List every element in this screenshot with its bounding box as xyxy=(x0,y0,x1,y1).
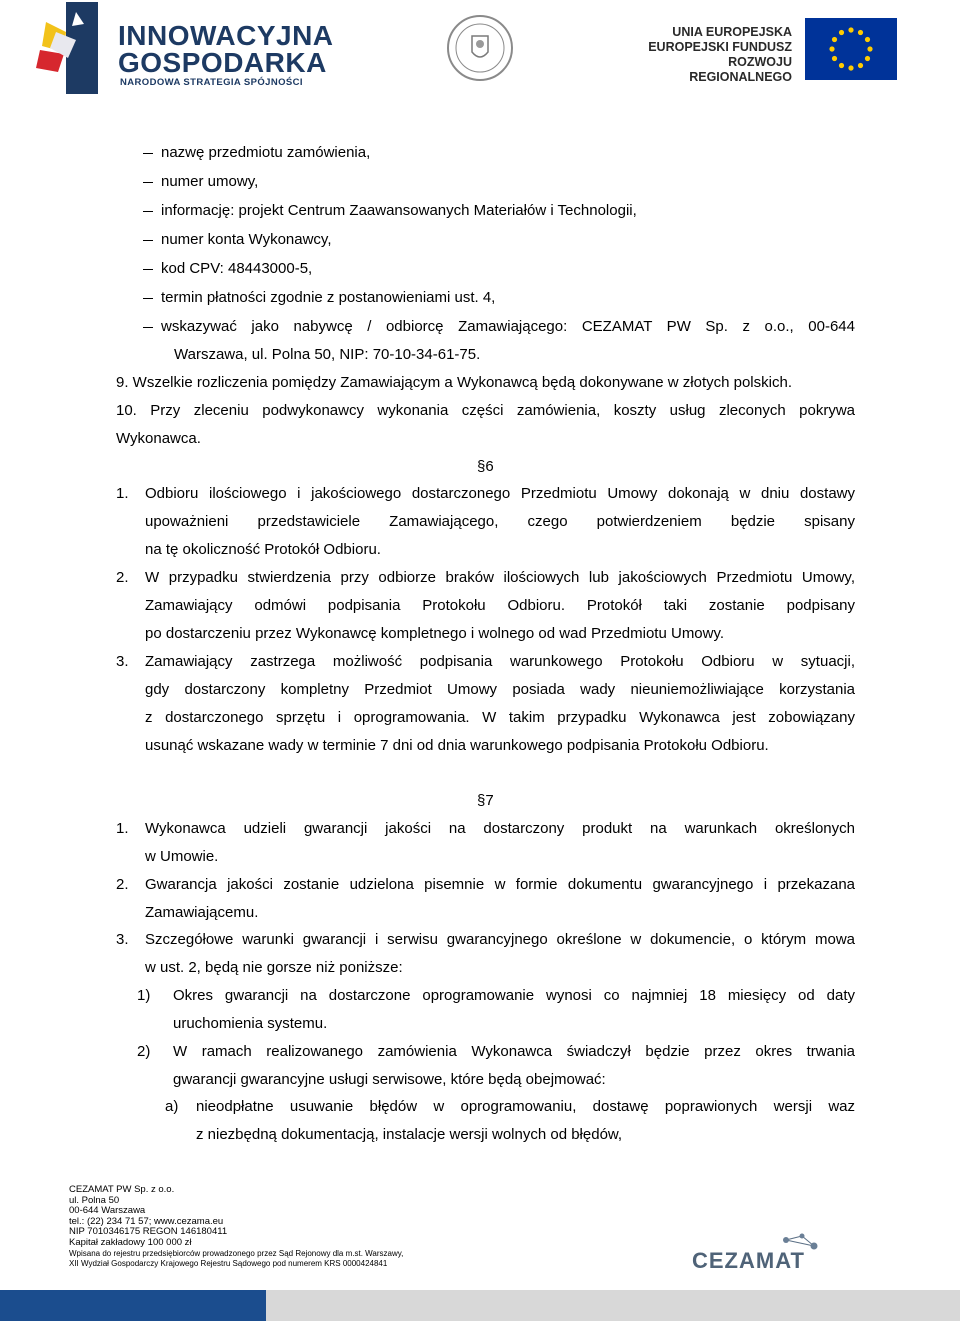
section-sign: § xyxy=(477,792,486,809)
cezamat-logo-icon xyxy=(690,1232,830,1272)
footer-bar-grey xyxy=(266,1290,960,1321)
list-number: 1. xyxy=(116,820,129,837)
ig-subtitle: NARODOWA STRATEGIA SPÓJNOŚCI xyxy=(120,77,303,88)
bullet-dash-icon xyxy=(143,182,153,183)
footer-line: CEZAMAT PW Sp. z o.o. xyxy=(69,1184,175,1195)
footer-line: Kapitał zakładowy 100 000 zł xyxy=(69,1236,192,1248)
subsublist-letter: a) xyxy=(165,1098,179,1115)
footer-line: 00-644 Warszawa xyxy=(69,1205,146,1217)
list-item-line: w Umowie. xyxy=(145,848,219,865)
footer-line: tel.: (22) 234 71 57; www.cezama.eu xyxy=(69,1215,224,1227)
bullet-item: nazwę przedmiotu zamówienia, xyxy=(161,144,371,161)
list-item-line: Zamawiający zastrzega możliwość podpisania warunkowego Protokołu Odbioru w sytuacji, xyxy=(145,653,855,670)
list-item-line: w ust. 2, będą nie gorsze niż poniższe: xyxy=(145,959,403,976)
bullet-item: numer umowy, xyxy=(161,173,259,190)
cezamat-logo-text: CEZAMAT xyxy=(692,1248,805,1272)
ig-title-line1: INNOWACYJNA xyxy=(118,20,334,51)
bullet-dash-icon xyxy=(143,211,153,212)
bullet-dash-icon xyxy=(143,327,153,328)
footer-line: Wpisana do rejestru przedsiębiorców prowadzonego przez Sąd Rejonowy dla m.st. Warszawy, xyxy=(69,1248,404,1258)
list-number: 3. xyxy=(116,653,129,670)
bullet-dash-icon xyxy=(143,298,153,299)
list-item-line: Wykonawca udzieli gwarancji jakości na dostarczony produkt na warunkach określonych xyxy=(145,820,855,837)
paragraph-10-line2: Wykonawca. xyxy=(116,430,201,447)
sublist-item-line: uruchomienia systemu. xyxy=(173,1015,328,1032)
list-number: 1. xyxy=(116,485,129,502)
list-number: 3. xyxy=(116,931,129,948)
sublist-item-line: W ramach realizowanego zamówienia Wykonawca świadczył będzie przez okres trwania xyxy=(173,1043,855,1060)
footer-company-info xyxy=(69,1185,403,1270)
list-item-line: gdy dostarczony kompletny Przedmiot Umowy posiada wady nieuniemożliwiające korzystania xyxy=(145,681,855,698)
eu-line2: EUROPEJSKI FUNDUSZ xyxy=(648,40,792,54)
list-item-line: Zamawiającemu. xyxy=(145,904,259,921)
footer-line: XII Wydział Gospodarczy Krajowego Rejestru Sądowego pod numerem KRS 0000424841 xyxy=(69,1259,388,1269)
eu-line1: UNIA EUROPEJSKA xyxy=(672,25,792,39)
sublist-number: 1) xyxy=(137,987,151,1004)
paragraph-10-line1: 10. Przy zleceniu podwykonawcy wykonania części zamówienia, koszty usług zleconych pokrywa xyxy=(116,402,855,419)
innowacyjna-gospodarka-logo-icon xyxy=(36,2,98,94)
list-item-line: Gwarancja jakości zostanie udzielona pisemnie w formie dokumentu gwarancyjnego i przekazana xyxy=(145,876,855,893)
subsublist-item-line: z niezbędną dokumentacją, instalacje wersji wolnych od błędów, xyxy=(196,1126,623,1143)
list-number: 2. xyxy=(116,876,129,893)
footer-line: ul. Polna 50 xyxy=(69,1194,120,1206)
list-item-line: Zamawiający odmówi podpisania Protokołu Odbioru. Protokół taki zostanie podpisany xyxy=(145,597,855,614)
bullet-item: numer konta Wykonawcy, xyxy=(161,231,332,248)
footer-line: NIP 7010346175 REGON 146180411 xyxy=(69,1226,228,1238)
bullet-dash-icon xyxy=(143,269,153,270)
bullet-item: informację: projekt Centrum Zaawansowanych Materiałów i Technologii, xyxy=(161,202,637,219)
bullet-dash-icon xyxy=(143,153,153,154)
bullet-item: kod CPV: 48443000-5, xyxy=(161,260,313,277)
list-item-line: po dostarczeniu przez Wykonawcę kompletnego i wolnego od wad Przedmiotu Umowy. xyxy=(145,625,725,642)
list-item-line: W przypadku stwierdzenia przy odbiorze braków ilościowych lub jakościowych Przedmiotu Umowy, xyxy=(145,569,855,586)
list-item-line: usunąć wskazane wady w terminie 7 dni od dnia warunkowego podpisania Protokołu Odbioru. xyxy=(145,737,769,754)
eu-line3: ROZWOJU REGIONALNEGO xyxy=(689,55,792,84)
university-seal-icon xyxy=(446,14,514,82)
list-item-line: na tę okoliczność Protokół Odbioru. xyxy=(145,541,381,558)
subsublist-item-line: nieodpłatne usuwanie błędów w oprogramowaniu, dostawę poprawionych wersji waz xyxy=(196,1098,855,1115)
bullet-item: wskazywać jako nabywcę / odbiorcę Zamawiającego: CEZAMAT PW Sp. z o.o., 00-644 xyxy=(161,318,855,335)
paragraph-9: 9. Wszelkie rozliczenia pomiędzy Zamawiającym a Wykonawcą będą dokonywane w złotych polskich. xyxy=(116,374,792,391)
ig-title-line2: GOSPODARKA xyxy=(118,47,327,78)
section-sign: § xyxy=(477,458,486,475)
list-item-line: Szczegółowe warunki gwarancji i serwisu gwarancyjnego określone w dokumencie, o którym mowa xyxy=(145,931,855,948)
section-7-number: 7 xyxy=(485,792,494,809)
list-number: 2. xyxy=(116,569,129,586)
bullet-item: termin płatności zgodnie z postanowieniami ust. 4, xyxy=(161,289,496,306)
bullet-item-cont: Warszawa, ul. Polna 50, NIP: 70-10-34-61-75. xyxy=(174,346,481,363)
bullet-dash-icon xyxy=(143,240,153,241)
list-item-line: upoważnieni przedstawiciele Zamawiającego, czego potwierdzeniem będzie spisany xyxy=(145,513,855,530)
sublist-item-line: Okres gwarancji na dostarczone oprogramowanie wynosi co najmniej 18 miesięcy od daty xyxy=(173,987,855,1004)
footer-bar-blue xyxy=(0,1290,266,1321)
section-6-number: 6 xyxy=(485,458,494,475)
eu-text xyxy=(628,25,792,85)
list-item-line: Odbioru ilościowego i jakościowego dostarczonego Przedmiotu Umowy dokonają w dniu dostawy xyxy=(145,485,855,502)
section-6-heading xyxy=(477,458,494,476)
sublist-item-line: gwarancji gwarancyjne usługi serwisowe, które będą obejmować: xyxy=(173,1071,606,1088)
section-7-heading xyxy=(477,792,494,810)
list-item-line: z dostarczonego sprzętu i oprogramowania. W takim przypadku Wykonawca jest zobowiązany xyxy=(145,709,855,726)
eu-flag-icon xyxy=(805,18,897,80)
ig-title xyxy=(118,22,334,76)
sublist-number: 2) xyxy=(137,1043,151,1060)
